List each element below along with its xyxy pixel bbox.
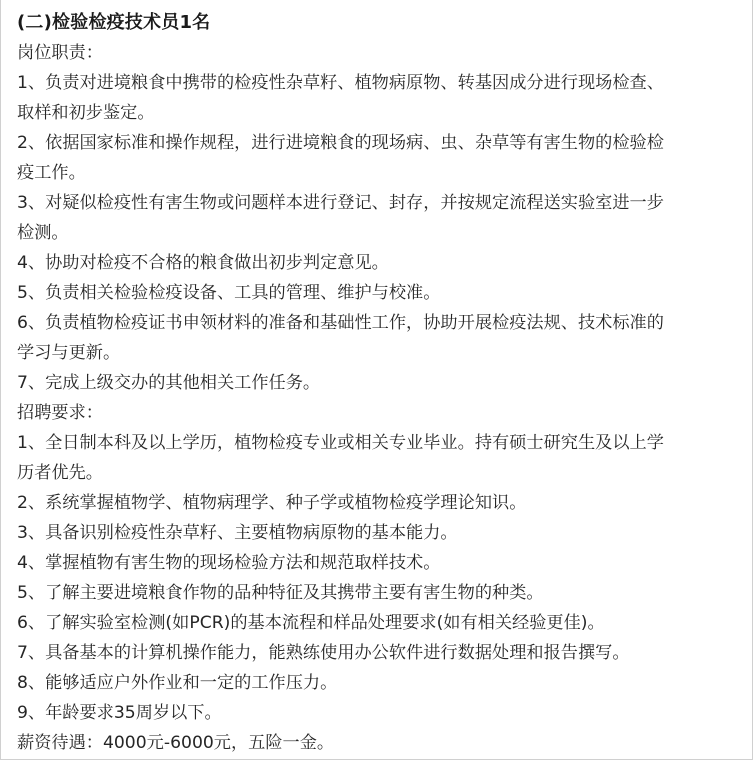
duty-line: 疫工作。 — [17, 163, 86, 183]
requirements-list — [17, 428, 739, 728]
requirement-item — [17, 518, 739, 548]
requirement-line: 8、能够适应户外作业和一定的工作压力。 — [17, 673, 338, 693]
duty-item — [17, 128, 739, 188]
duty-item — [17, 248, 739, 278]
requirement-line: 2、系统掌握植物学、植物病理学、种子学或植物检疫学理论知识。 — [17, 493, 527, 513]
duty-line: 7、完成上级交办的其他相关工作任务。 — [17, 373, 321, 393]
requirement-item — [17, 698, 739, 728]
requirement-item — [17, 638, 739, 668]
requirement-item — [17, 608, 739, 638]
requirement-line: 3、具备识别检疫性杂草籽、主要植物病原物的基本能力。 — [17, 523, 458, 543]
requirement-line: 6、了解实验室检测(如PCR)的基本流程和样品处理要求(如有相关经验更佳)。 — [17, 613, 605, 633]
requirement-item — [17, 548, 739, 578]
requirements-heading: 招聘要求： — [17, 403, 103, 423]
duty-item — [17, 308, 739, 368]
duty-line: 学习与更新。 — [17, 343, 121, 363]
requirement-line: 1、全日制本科及以上学历，植物检疫专业或相关专业毕业。持有硕士研究生及以上学 — [17, 433, 664, 453]
duties-list — [17, 68, 739, 398]
duty-line: 2、依据国家标准和操作规程，进行进境粮食的现场病、虫、杂草等有害生物的检验检 — [17, 133, 664, 153]
requirement-item — [17, 578, 739, 608]
duty-line: 4、协助对检疫不合格的粮食做出初步判定意见。 — [17, 253, 389, 273]
duties-heading: 岗位职责： — [17, 43, 103, 63]
duty-line: 取样和初步鉴定。 — [17, 103, 155, 123]
duty-line: 3、对疑似检疫性有害生物或问题样本进行登记、封存，并按规定流程送实验室进一步 — [17, 193, 664, 213]
posting-content — [17, 38, 739, 758]
salary-line: 薪资待遇：4000元-6000元，五险一金。 — [17, 733, 335, 753]
duty-item — [17, 188, 739, 248]
duty-item — [17, 278, 739, 308]
duty-item — [17, 368, 739, 398]
requirement-item — [17, 668, 739, 698]
duty-line: 检测。 — [17, 223, 69, 243]
requirement-item — [17, 428, 739, 488]
requirement-line: 4、掌握植物有害生物的现场检验方法和规范取样技术。 — [17, 553, 441, 573]
requirement-line: 5、了解主要进境粮食作物的品种特征及其携带主要有害生物的种类。 — [17, 583, 544, 603]
requirement-line: 历者优先。 — [17, 463, 103, 483]
duty-line: 6、负责植物检疫证书申领材料的准备和基础性工作，协助开展检疫法规、技术标准的 — [17, 313, 664, 333]
requirement-item — [17, 488, 739, 518]
duty-line: 1、负责对进境粮食中携带的检疫性杂草籽、植物病原物、转基因成分进行现场检查、 — [17, 73, 664, 93]
requirement-line: 7、具备基本的计算机操作能力，能熟练使用办公软件进行数据处理和报告撰写。 — [17, 643, 630, 663]
requirement-line: 9、年龄要求35周岁以下。 — [17, 703, 222, 723]
duty-item — [17, 68, 739, 128]
duty-line: 5、负责相关检验检疫设备、工具的管理、维护与校准。 — [17, 283, 441, 303]
position-title: (二)检验检疫技术员1名 — [17, 12, 211, 33]
